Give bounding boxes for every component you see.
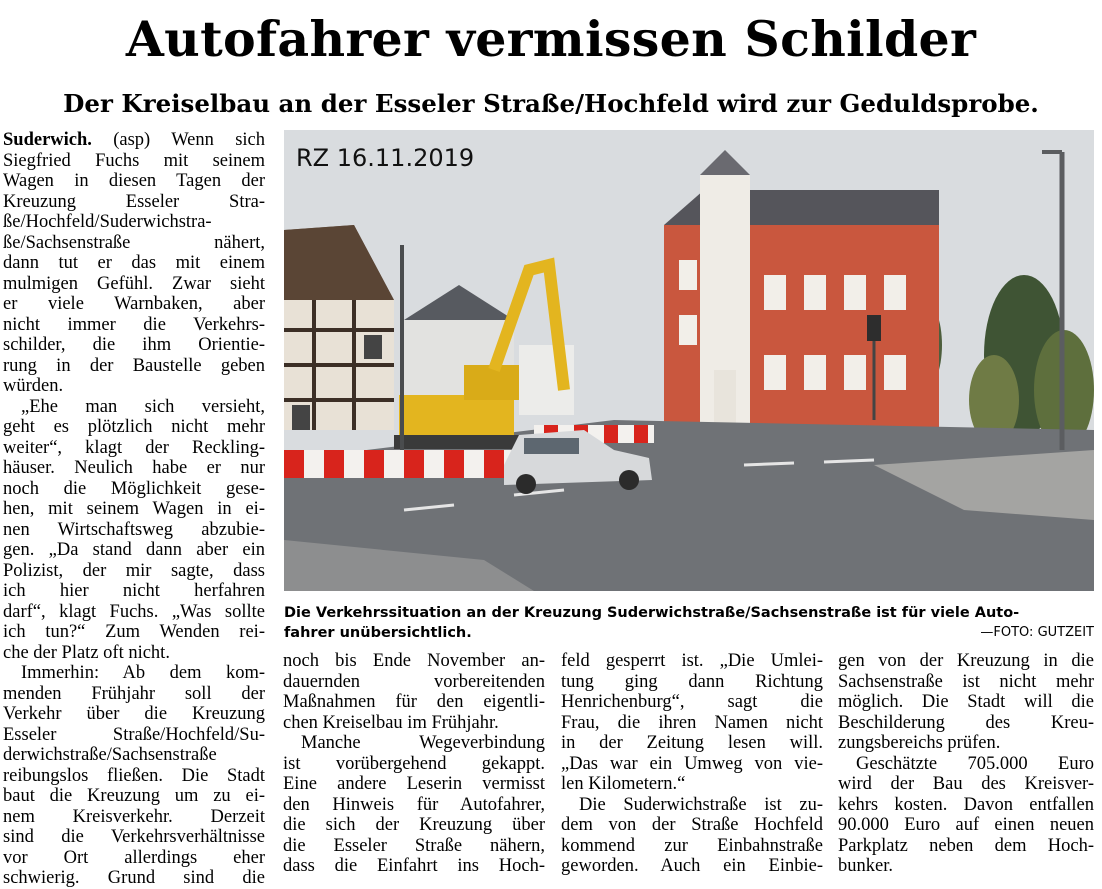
- text-line: mulmigen Gefühl. Zwar sieht: [3, 273, 265, 294]
- text-line: chen Kreiselbau im Frühjahr.: [283, 712, 499, 733]
- text-line: tung ging dann Richtung: [561, 671, 823, 692]
- text-line: schilder, die ihm Orientie-: [3, 335, 265, 355]
- text-line: baut die Kreuzung um zu ei-: [3, 786, 265, 806]
- text-line: ich tun?“ Zum Wenden rei-: [3, 622, 265, 642]
- text-line: Die Suderwichstraße ist zu-: [579, 794, 823, 815]
- text-line: dauernden vorbereitenden: [283, 671, 545, 692]
- text-line: che der Platz oft nicht.: [3, 642, 170, 663]
- text-line: dem von der Straße Hochfeld: [561, 815, 823, 835]
- intersection-construction-photo: [284, 130, 1094, 591]
- text-line: Manche Wegeverbindung: [301, 733, 545, 753]
- text-line: rung in der Baustelle geben: [3, 355, 265, 376]
- text-line: Immerhin: Ab dem kom-: [21, 663, 265, 683]
- text-line: noch die Möglichkeit gese-: [3, 478, 265, 499]
- text-line: Henrichenburg“, sagt die: [561, 692, 823, 712]
- caption-line: Die Verkehrssituation an der Kreuzung Suderwichstraße/Sachsenstraße ist für viele Auto-: [284, 605, 1020, 621]
- text-line: noch bis Ende November an-: [283, 651, 545, 671]
- text-line: 90.000 Euro auf einen neuen: [838, 815, 1094, 835]
- text-line: nem Kreisverkehr. Derzeit: [3, 806, 265, 827]
- article-column-1: [3, 130, 265, 889]
- article-column-4: [838, 651, 1094, 877]
- text-line: die sich der Kreuzung über: [283, 815, 545, 835]
- text-line: Verkehr über die Kreuzung: [3, 704, 265, 724]
- text-line: feld gesperrt ist. „Die Umlei-: [561, 651, 823, 671]
- text-line: kommend zur Einbahnstraße: [561, 835, 823, 856]
- text-line: gen. „Da stand dann aber ein: [3, 540, 265, 560]
- text-line: Esseler Straße/Hochfeld/Su-: [3, 724, 265, 745]
- text-line: Maßnahmen für den eigentli-: [283, 692, 545, 712]
- photo-credit: —FOTO: GUTZEIT: [980, 625, 1094, 640]
- text-line: Parkplatz neben dem Hoch-: [838, 835, 1094, 856]
- text-line: den Hinweis für Autofahrer,: [283, 794, 545, 815]
- text-line: weiter“, klagt der Reckling-: [3, 437, 265, 458]
- text-line: vor Ort allerdings eher: [3, 847, 265, 868]
- text-line: Siegfried Fuchs mit seinem: [3, 150, 265, 171]
- text-line: Eine andere Leserin vermisst: [283, 774, 545, 794]
- text-line: Geschätzte 705.000 Euro: [856, 753, 1094, 774]
- photo-date-stamp: RZ 16.11.2019: [296, 144, 475, 172]
- text-line: ist vorübergehend gekappt.: [283, 753, 545, 774]
- text-line: dann tut er das mit einem: [3, 253, 265, 273]
- text-line: len Kilometern.“: [561, 774, 686, 794]
- text-line: reibungslos fließen. Die Stadt: [3, 765, 265, 786]
- text-line: „Das war ein Umweg von vie-: [561, 753, 823, 774]
- news-photo: [284, 130, 1094, 591]
- text-line: bunker.: [838, 856, 893, 876]
- text-line: geht es plötzlich nicht mehr: [3, 417, 265, 437]
- text-line: hen, mit seinem Wagen in ei-: [3, 499, 265, 519]
- text-line: „Ehe man sich versieht,: [21, 396, 265, 417]
- article-headline: Autofahrer vermissen Schilder: [125, 10, 977, 68]
- text-line: häuser. Neulich habe er nur: [3, 458, 265, 478]
- text-line: menden Frühjahr soll der: [3, 683, 265, 704]
- text-line: in der Zeitung lesen will.: [561, 733, 823, 753]
- text-line: schwierig. Grund sind die: [3, 868, 265, 888]
- article-subheadline: Der Kreiselbau an der Esseler Straße/Hochfeld wird zur Geduldsprobe.: [63, 89, 1039, 118]
- text-line: Suderwich. (asp) Wenn sich: [3, 130, 265, 150]
- text-line: er viele Warnbaken, aber: [3, 294, 265, 314]
- text-line: wird der Bau des Kreisver-: [838, 774, 1094, 794]
- dateline: Suderwich.: [3, 130, 92, 150]
- text-line: Beschilderung des Kreu-: [838, 712, 1094, 733]
- text-line: ich hier nicht herfahren: [3, 581, 265, 601]
- text-line: derwichstraße/Sachsenstraße: [3, 745, 217, 765]
- text-line: Polizist, der mir sagte, dass: [3, 560, 265, 581]
- text-line: darf“, klagt Fuchs. „Was sollte: [3, 601, 265, 622]
- text-line: die Esseler Straße nähern,: [283, 835, 545, 856]
- text-line: geworden. Auch ein Einbie-: [561, 856, 823, 876]
- text-line: Wagen in diesen Tagen der: [3, 171, 265, 191]
- text-line: sind die Verkehrsverhältnisse: [3, 827, 265, 847]
- text-line: möglich. Die Stadt will die: [838, 692, 1094, 712]
- text-line: gen von der Kreuzung in die: [838, 651, 1094, 671]
- article-column-3: [561, 651, 823, 877]
- text-line: ße/Sachsenstraße nähert,: [3, 232, 265, 253]
- text-line: Frau, die ihren Namen nicht: [561, 712, 823, 733]
- text-line: nicht immer die Verkehrs-: [3, 314, 265, 335]
- text-line: ße/Hochfeld/Suderwichstra-: [3, 212, 212, 232]
- article-column-2: [283, 651, 545, 877]
- text-line: kehrs kosten. Davon entfallen: [838, 794, 1094, 815]
- text-line: würden.: [3, 376, 64, 396]
- photo-caption: [284, 603, 1094, 643]
- text-line: nen Wirtschaftsweg abzubie-: [3, 519, 265, 540]
- text-line: zungsbereichs prüfen.: [838, 733, 1001, 753]
- text-line: Sachsenstraße ist nicht mehr: [838, 671, 1094, 692]
- text-line: dass die Einfahrt ins Hoch-: [283, 856, 545, 876]
- text-line: Kreuzung Esseler Stra-: [3, 191, 265, 212]
- caption-line: fahrer unübersichtlich.: [284, 625, 472, 641]
